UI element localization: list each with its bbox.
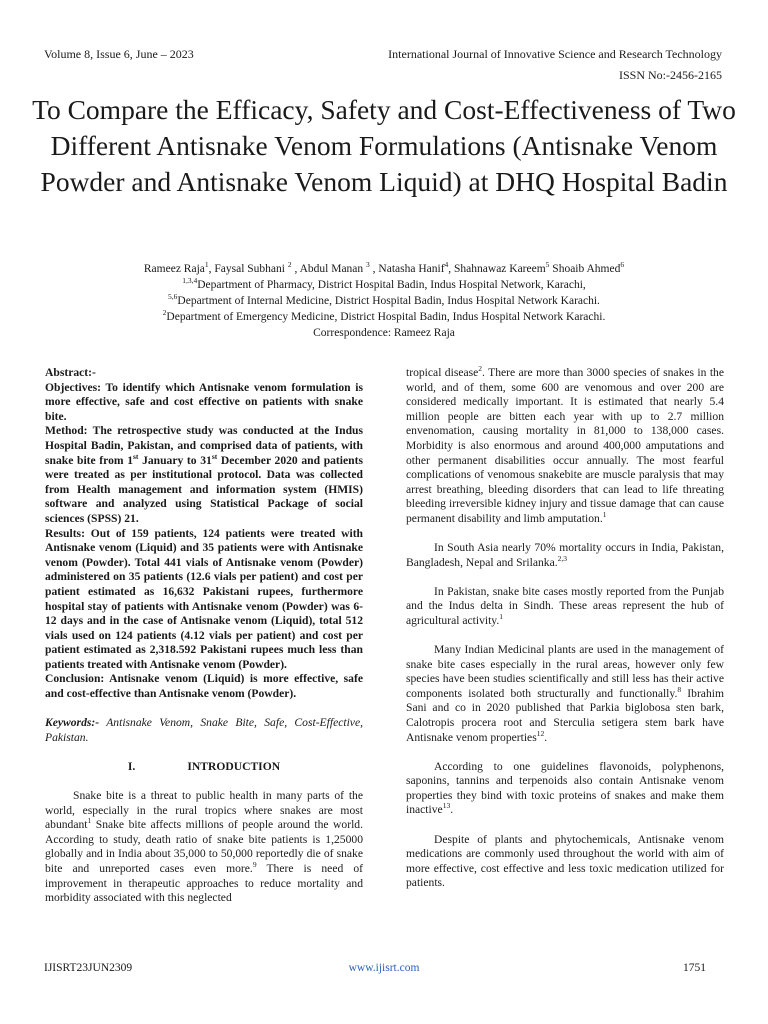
header-volume: Volume 8, Issue 6, June – 2023 — [44, 47, 194, 61]
method-text: January to 31 — [138, 453, 212, 467]
abstract-conclusion: Conclusion: Antisnake venom (Liquid) is more effective, safe and cost-effective than Antisnake venom (Powder). — [45, 672, 363, 701]
affiliation-text: Department of Pharmacy, District Hospital Badin, Indus Hospital Network, Karachi, — [197, 279, 586, 291]
footer-page-number: 1751 — [683, 962, 706, 974]
abstract-method — [45, 424, 363, 526]
section-title: INTRODUCTION — [187, 759, 281, 773]
affiliation-sup: 5,6 — [168, 292, 178, 302]
citation-sup: 1 — [499, 612, 503, 622]
method-sup: st — [211, 451, 218, 461]
citation-sup: 1 — [602, 510, 607, 520]
right-paragraph-1 — [406, 366, 724, 527]
affiliation-1 — [44, 277, 724, 293]
keywords — [45, 716, 363, 745]
citation-sup: 12 — [536, 728, 545, 738]
author-sup: 2 — [287, 260, 292, 270]
keywords-text: Antisnake Venom, Snake Bite, Safe, Cost-Effective, Pakistan. — [45, 716, 363, 744]
keywords-label: Keywords:- — [45, 716, 100, 730]
author-block — [44, 261, 724, 341]
affiliation-text: Department of Emergency Medicine, District Hospital Badin, Indus Hospital Network Karachi. — [166, 311, 606, 323]
left-column — [45, 366, 363, 906]
citation-sup: 9 — [252, 860, 257, 870]
author-name: , Natasha Hanif — [369, 263, 445, 275]
correspondence: Correspondence: Rameez Raja — [313, 327, 455, 339]
footer-website-link[interactable]: www.ijisrt.com — [348, 962, 420, 974]
affiliation-text: Department of Internal Medicine, District Hospital Badin, Indus Hospital Network Karachi. — [177, 295, 600, 307]
section-heading — [45, 760, 363, 775]
right-paragraph-5 — [406, 760, 724, 818]
intro-paragraph — [45, 789, 363, 906]
affiliation-2 — [44, 293, 724, 309]
citation-sup: 8 — [677, 684, 682, 694]
body-text: . — [544, 730, 548, 744]
right-paragraph-4 — [406, 643, 724, 745]
method-sup: st — [133, 451, 139, 461]
body-text: . There are more than 3000 species of snakes in the world, and of them, some 600 are venomous and over 200 are considered medically important. It is estimated that nearly 5.4 million people are bitten each year with up to 2.7 million envenomation, causing mortality in 81,000 to 138,000 cases. Morbidity is also enormous and around 400,000 amputations and other permanent disabilities occur annually. The most fearful complications of venomous snakebite are muscle paralysis that may arrest breathing, bleeding disorders that can lead to life threating bleeding irreversible kidney injury and tissue damage that can cause permanent disability and limb amputation. — [406, 366, 724, 525]
author-sup: 4 — [444, 260, 449, 270]
body-text: According to one guidelines flavonoids, polyphenons, saponins, tannins and terpenoids also contain Antisnake venom properties they bind with toxic proteins of snakes and make them inactive — [406, 759, 724, 817]
header-issn: ISSN No:-2456-2165 — [618, 68, 722, 82]
right-paragraph-3 — [406, 585, 724, 629]
body-text: In Pakistan, snake bite cases mostly reported from the Punjab and the Indus delta in Sindh. These areas represent the hub of agricultural activity. — [406, 584, 724, 627]
author-name: , Shahnawaz Kareem — [448, 263, 546, 275]
section-number: I. — [127, 759, 136, 773]
abstract-results: Results: Out of 159 patients, 124 patients were treated with Antisnake venom (Liquid) and 35 patients were with Antisnake venom (Powder). Total 441 vials of Antisnake venom (Powder) administered on 35 patients (12.6 vials per patient) and cost per patient estimated as 16,632 Pakistani rupees, furthermore hospital stay of patients with Antisnake venom (Powder) was 6-12 days and in the case of Antisnake venom (Liquid), total 512 vials used on 124 patients (4.12 vials per patient) and cost per patient estimated as 2,318.592 Pakistani rupees much less than patients treated with Antisnake venom (Powder). — [45, 526, 363, 671]
author-sup: 5 — [545, 260, 550, 270]
body-text: tropical disease — [406, 366, 479, 379]
author-sup: 1 — [204, 260, 209, 270]
right-column — [406, 366, 724, 891]
author-list — [44, 261, 724, 277]
intro-text: Snake bite affects millions of people around the world. According to study, death ratio of snake bite patients is 1,25000 globally and in India about 35,000 to 50,000 reportedly die of snake bite and unreported cases even more. — [45, 818, 363, 875]
author-sup: 3 — [366, 260, 370, 270]
body-text: . — [450, 803, 454, 817]
author-name: , Abdul Manan — [291, 263, 367, 275]
abstract-heading: Abstract:- — [45, 366, 96, 379]
affiliation-3 — [44, 309, 724, 325]
body-text: In South Asia nearly 70% mortality occurs in India, Pakistan, Bangladesh, Nepal and Srilanka. — [406, 541, 724, 569]
body-text: Many Indian Medicinal plants are used in the management of snake bite cases especially in the rural areas, however only few species have been studies scientifically and still less has their active components isolated both structurally and functionally. — [406, 643, 724, 700]
citation-sup: 13 — [442, 801, 451, 811]
citation-sup: 2,3 — [557, 553, 568, 563]
right-paragraph-2 — [406, 541, 724, 570]
citation-sup: 2 — [478, 364, 483, 374]
intro-text: Snake bite is a threat to public health in many parts of the world, especially in the rural tropics where snakes are most abundant — [45, 788, 363, 832]
author-name: Shoaib Ahmed — [549, 263, 621, 275]
body-text: Ibrahim Sani and co in 2020 published that Parkia biglobosa sten bark, Calotropis procera root and Sterculia setigera stem bark have Antisnake venom properties — [406, 686, 724, 744]
paper-title: To Compare the Efficacy, Safety and Cost-Effectiveness of Two Different Antisnake Venom Formulations (Antisnake Venom Powder and Antisnake Venom Liquid) at DHQ Hospital Badin — [32, 94, 736, 197]
footer-article-id: IJISRT23JUN2309 — [44, 962, 133, 974]
method-text: Method: The retrospective study was conducted at the Indus Hospital Badin, Pakistan, and comprised data of patients, with snake bite from 1 — [45, 424, 363, 467]
intro-text: There is need of improvement in therapeutic approaches to reduce mortality and morbidity associated with this neglected — [45, 861, 363, 905]
author-sup: 6 — [620, 260, 625, 270]
affiliation-sup: 2 — [162, 308, 167, 318]
right-paragraph-6: Despite of plants and phytochemicals, Antisnake venom medications are commonly used throughout the world with aim of more effective, cost effective and less toxic medication utilized for patients. — [406, 832, 724, 890]
method-text: December 2020 and patients were treated as per institutional protocol. Data was collected from Health management and information system (HMIS) software and analyzed using Statistical Package of social sciences (SPSS) 21. — [45, 453, 363, 525]
affiliation-sup: 1,3,4 — [182, 276, 198, 286]
author-name: , Faysal Subhani — [208, 263, 288, 275]
header-journal: International Journal of Innovative Science and Research Technology — [388, 47, 722, 61]
citation-sup: 1 — [87, 816, 92, 826]
abstract-objectives: Objectives: To identify which Antisnake venom formulation is more effective, safe and cost effective on patients with snake bite. — [45, 380, 363, 423]
author-name: Rameez Raja — [143, 263, 205, 275]
